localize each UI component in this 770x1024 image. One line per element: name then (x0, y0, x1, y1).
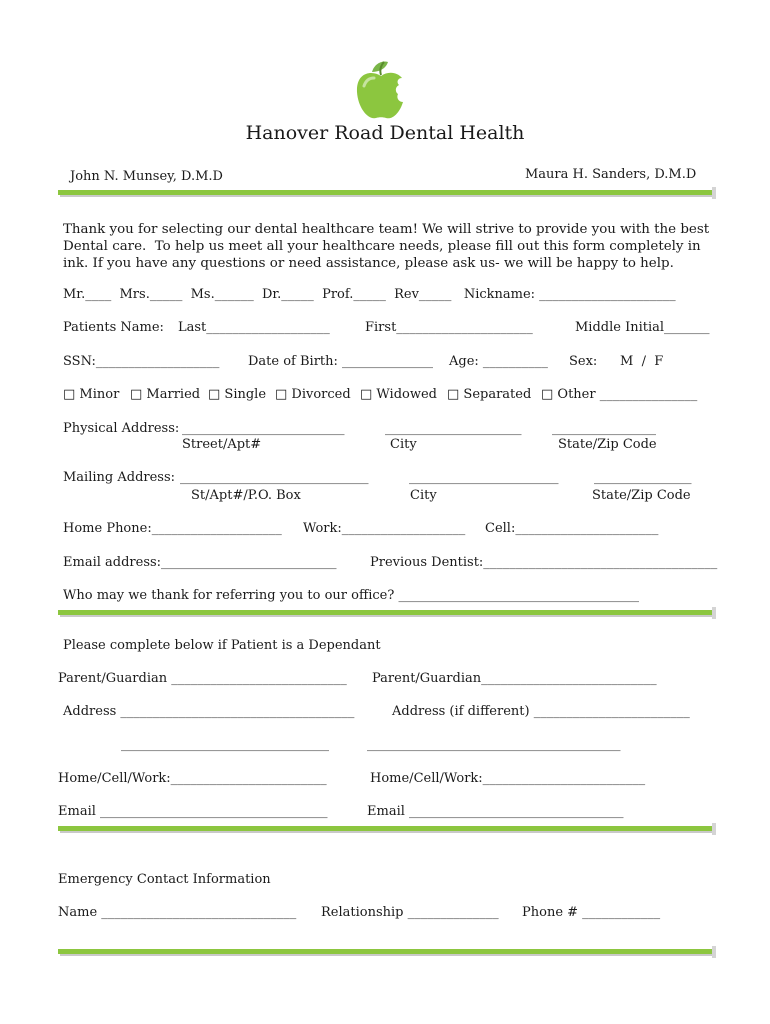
guardian-email-1[interactable]: Email ___________________________________ (58, 804, 328, 819)
mailing-street-field[interactable]: _____________________________ (180, 470, 369, 485)
intro-line: Dental care. To help us meet all your healthcare needs, please fill out this form completely in (63, 239, 701, 254)
guardian-field-2[interactable]: Parent/Guardian___________________________ (372, 671, 657, 686)
work-phone-field[interactable]: Work:___________________ (303, 521, 466, 536)
previous-dentist-field[interactable]: Previous Dentist:____________________________________ (370, 555, 718, 570)
status-widowed[interactable]: □ Widowed (360, 387, 437, 402)
guardian-address-1[interactable]: Address ____________________________________ (63, 704, 355, 719)
referral-field[interactable]: Who may we thank for referring you to our office? _____________________________________ (63, 588, 639, 603)
doctor-left: John N. Munsey, D.M.D (70, 169, 223, 184)
city-caption: City (390, 437, 417, 452)
email-field[interactable]: Email address:___________________________ (63, 555, 337, 570)
mailing-city-field[interactable]: _______________________ (409, 470, 559, 485)
mailing-state-field[interactable]: _______________ (594, 470, 692, 485)
status-divorced[interactable]: □ Divorced (275, 387, 351, 402)
last-name-field[interactable]: Last___________________ (178, 320, 330, 335)
section-divider (58, 826, 712, 831)
guardian-phone-2[interactable]: Home/Cell/Work:_________________________ (370, 771, 646, 786)
mailing-street-caption: St/Apt#/P.O. Box (191, 488, 301, 503)
intro-line: ink. If you have any questions or need assistance, please ask us- we will be happy to help. (63, 256, 674, 271)
mailing-state-caption: State/Zip Code (592, 488, 691, 503)
sex-options[interactable]: M / F (620, 354, 664, 369)
patients-name-label: Patients Name: (63, 320, 164, 335)
dob-field[interactable]: Date of Birth: ______________ (248, 354, 434, 369)
physical-state-field[interactable]: ________________ (552, 421, 656, 436)
emergency-heading: Emergency Contact Information (58, 872, 271, 887)
intro-line: Thank you for selecting our dental healthcare team! We will strive to provide you with the best (63, 222, 710, 237)
first-name-field[interactable]: First_____________________ (365, 320, 533, 335)
practice-title: Hanover Road Dental Health (245, 122, 525, 144)
status-married[interactable]: □ Married (130, 387, 201, 402)
status-single[interactable]: □ Single (208, 387, 267, 402)
street-caption: Street/Apt# (182, 437, 262, 452)
age-field[interactable]: Age: __________ (449, 354, 548, 369)
emergency-name-field[interactable]: Name ______________________________ (58, 905, 297, 920)
ssn-field[interactable]: SSN:___________________ (63, 354, 220, 369)
guardian-phone-1[interactable]: Home/Cell/Work:________________________ (58, 771, 327, 786)
sex-label: Sex: (569, 354, 598, 369)
status-separated[interactable]: □ Separated (447, 387, 532, 402)
state-caption: State/Zip Code (558, 437, 657, 452)
cell-phone-field[interactable]: Cell:______________________ (485, 521, 659, 536)
guardian-address-1-cont[interactable]: ________________________________ (121, 737, 329, 752)
emergency-relationship-field[interactable]: Relationship ______________ (321, 905, 499, 920)
header-divider (58, 190, 712, 195)
footer-divider (58, 949, 712, 954)
physical-street-field[interactable]: _________________________ (182, 421, 345, 436)
emergency-phone-field[interactable]: Phone # ____________ (522, 905, 661, 920)
home-phone-field[interactable]: Home Phone:____________________ (63, 521, 282, 536)
title-options-line[interactable]: Mr.____ Mrs._____ Ms.______ Dr._____ Prof._____ Rev_____ Nickname: _____________________ (63, 287, 676, 302)
status-minor[interactable]: □ Minor (63, 387, 120, 402)
dependant-heading: Please complete below if Patient is a Dependant (63, 638, 381, 653)
status-other[interactable]: □ Other _______________ (541, 387, 698, 402)
guardian-address-2-cont[interactable]: _______________________________________ (367, 737, 621, 752)
intro-paragraph (63, 221, 713, 272)
section-divider (58, 610, 712, 615)
guardian-field-1[interactable]: Parent/Guardian ___________________________ (58, 671, 347, 686)
physical-city-field[interactable]: _____________________ (385, 421, 522, 436)
mailing-city-caption: City (410, 488, 437, 503)
apple-logo (352, 58, 410, 122)
middle-initial-field[interactable]: Middle Initial_______ (575, 320, 710, 335)
guardian-address-2[interactable]: Address (if different) ________________________ (392, 704, 690, 719)
mailing-address-label: Mailing Address: (63, 470, 176, 485)
guardian-email-2[interactable]: Email _________________________________ (367, 804, 624, 819)
doctor-right: Maura H. Sanders, D.M.D (525, 167, 697, 182)
physical-address-label: Physical Address: (63, 421, 180, 436)
